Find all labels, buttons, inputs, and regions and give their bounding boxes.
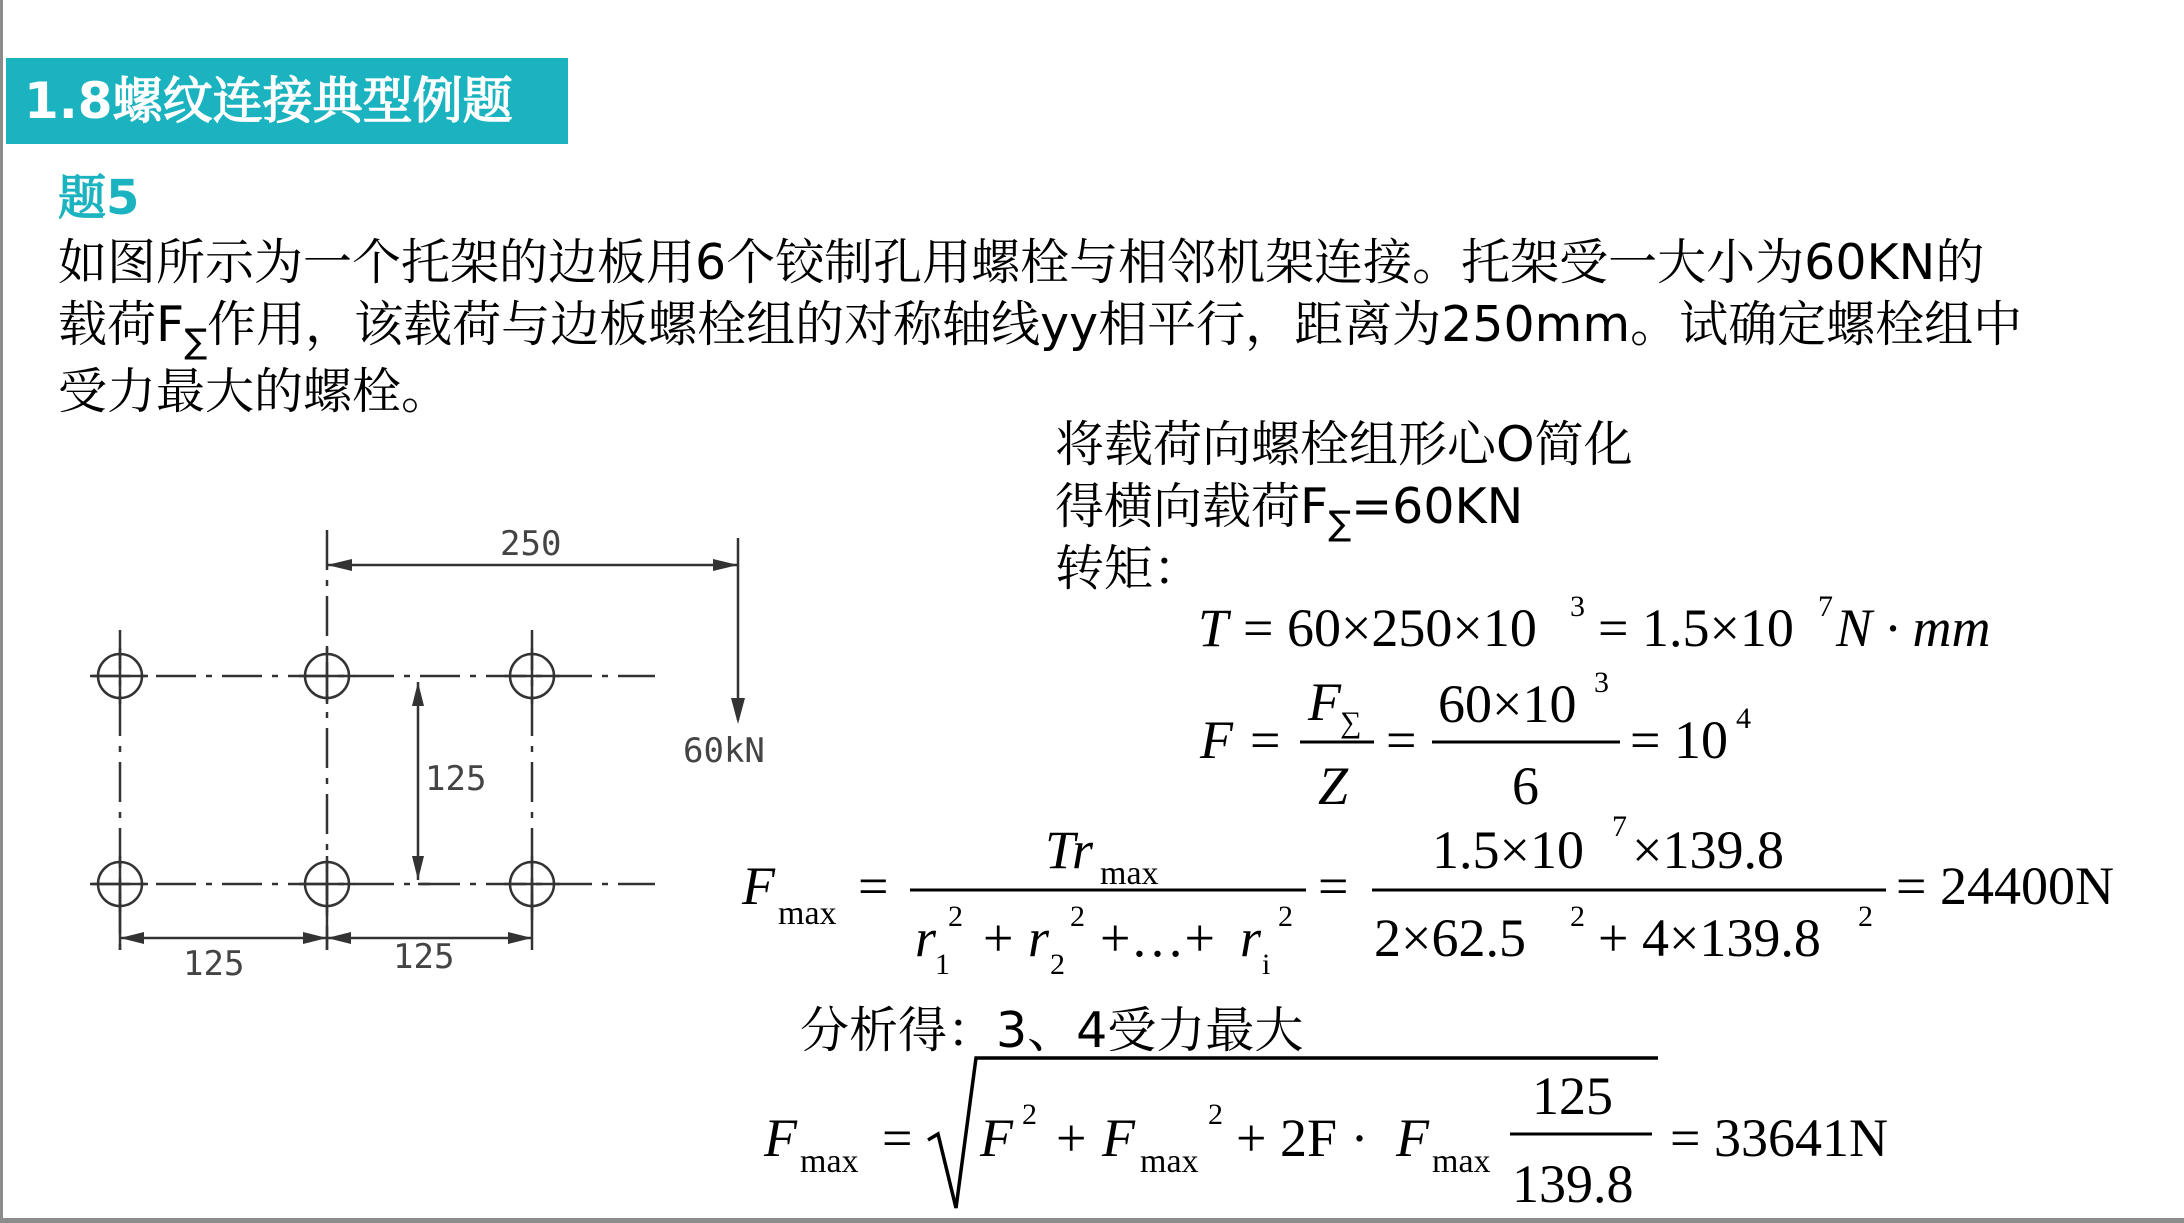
force-eq3: = 10 (1630, 710, 1728, 770)
slide-title: 1.8螺纹连接典型例题 (6, 58, 568, 144)
force-num2: 60×10 (1438, 674, 1577, 734)
dim-125-vertical-label: 125 (425, 759, 487, 799)
problem-line-1: 如图所示为一个托架的边板用6个铰制孔用螺栓与相邻机架连接。托架受一大小为60KN的 (58, 234, 1985, 291)
force-result-exp: 4 (1736, 702, 1751, 735)
fmax1-dots: +…+ (1100, 908, 1215, 968)
force-num-sub: ∑ (1340, 706, 1362, 739)
fmax2-frac-den: 139.8 (1512, 1154, 1634, 1214)
problem-line-3: 受力最大的螺栓。 (58, 363, 451, 420)
fmax1-den-r1-exp: 2 (948, 900, 963, 933)
load-label: 60kN (683, 731, 765, 771)
fmax1-den-r1-sub: 1 (935, 948, 950, 981)
force-den2: 6 (1512, 756, 1539, 816)
force-num: F (1308, 672, 1341, 732)
force-eq: = (1250, 710, 1281, 770)
fmax1-den2-a: 2×62.5 (1374, 908, 1526, 968)
fmax1-plus1: + (983, 908, 1014, 968)
fmax1-num2-tail: ×139.8 (1632, 820, 1784, 880)
fmax2-t4: F (1396, 1108, 1429, 1168)
fmax2-t2: F (1102, 1108, 1135, 1168)
fmax1-num-sub: max (1100, 855, 1159, 892)
fmax1-den-r1: r (915, 908, 937, 968)
torque-equation (1198, 590, 1991, 658)
step-2-sub: ∑ (1328, 504, 1352, 544)
dim-125-bottom-left-label: 125 (183, 944, 245, 984)
fmax2-t1-exp: 2 (1022, 1098, 1037, 1131)
force-den: Z (1318, 756, 1349, 816)
fmax1-lhs-sub: max (778, 895, 837, 932)
analysis-text: 分析得：3、4受力最大 (800, 1002, 1304, 1059)
fmax1-result: = 24400N (1896, 856, 2114, 916)
fmax1-den-ri: r (1240, 908, 1262, 968)
fmax1-lhs: F (742, 856, 775, 916)
fmax1-num: Tr (1045, 820, 1094, 880)
force-eq2: = (1386, 710, 1417, 770)
force-equation (1199, 666, 1751, 816)
fmax1-eq: = (858, 856, 889, 916)
fmax1-den-r2-exp: 2 (1070, 900, 1085, 933)
fmax1-den-ri-sub: i (1262, 948, 1271, 981)
fmax1-den-r2-sub: 2 (1050, 948, 1065, 981)
fmax2-t2-exp: 2 (1208, 1098, 1223, 1131)
fmax-equation-2 (763, 1058, 1888, 1214)
fmax1-den-ri-exp: 2 (1278, 900, 1293, 933)
problem-label: 题5 (58, 170, 140, 226)
problem-line-2-b: 作用，该载荷与边板螺栓组的对称轴线yy相平行，距离为250mm。试确定螺栓组中 (207, 296, 2023, 353)
fmax2-lhs-sub: max (800, 1143, 859, 1180)
torque-unit: N · mm (1836, 598, 1991, 658)
fmax2-eq: = (882, 1108, 913, 1168)
fmax2-plus1: + (1056, 1108, 1087, 1168)
step-3: 转矩： (1055, 540, 1203, 597)
force-num2-exp: 3 (1594, 666, 1609, 699)
fmax1-eq2: = (1318, 856, 1349, 916)
fmax1-den2-b: + 4×139.8 (1598, 908, 1821, 968)
fmax2-frac-num: 125 (1532, 1066, 1613, 1126)
dim-250-label: 250 (500, 524, 562, 564)
fmax1-den-r2: r (1028, 908, 1050, 968)
fmax1-den2-a-exp: 2 (1570, 900, 1585, 933)
fmax1-num2: 1.5×10 (1432, 820, 1584, 880)
torque-lhs: T (1198, 598, 1229, 658)
fmax2-t4-sub: max (1432, 1143, 1491, 1180)
force-lhs: F (1200, 710, 1233, 770)
fmax2-t1: F (980, 1108, 1013, 1168)
fmax2-t2-sub: max (1140, 1143, 1199, 1180)
fmax1-num2-exp: 7 (1612, 810, 1627, 843)
torque-expr: = 60×250×10 (1243, 598, 1537, 658)
problem-line-2-sub: ∑ (184, 322, 208, 362)
step-2-a: 得横向载荷F (1055, 478, 1329, 535)
torque-eq: = 1.5×10 (1598, 598, 1794, 658)
fmax2-result: = 33641N (1670, 1108, 1888, 1168)
step-2-b: =60KN (1351, 478, 1524, 535)
dim-125-bottom-right-label: 125 (393, 937, 455, 977)
problem-line-2-a: 载荷F (58, 296, 185, 353)
fmax2-lhs: F (764, 1108, 797, 1168)
fmax2-t3: + 2F · (1236, 1108, 1369, 1168)
torque-exp1: 3 (1570, 590, 1585, 623)
step-1: 将载荷向螺栓组形心O简化 (1055, 416, 1633, 473)
fmax1-den2-b-exp: 2 (1858, 900, 1873, 933)
torque-exp2: 7 (1818, 590, 1833, 623)
fmax-equation-1 (741, 810, 2114, 981)
